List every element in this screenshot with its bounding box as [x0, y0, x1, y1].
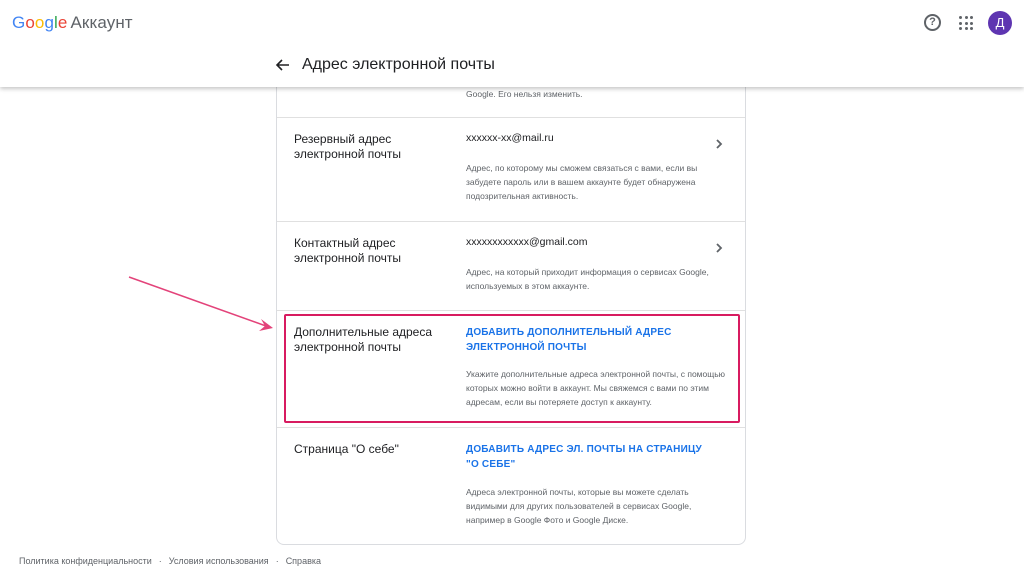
logo-letter: G — [12, 13, 26, 32]
footer-separator: · — [275, 556, 279, 566]
help-link[interactable]: Справка — [285, 556, 321, 566]
avatar[interactable]: Д — [988, 11, 1012, 35]
chevron-right-icon[interactable] — [715, 243, 723, 253]
footer — [19, 556, 321, 566]
recovery-email-value: xxxxxx-xx@mail.ru — [466, 132, 554, 144]
back-arrow-icon[interactable] — [274, 56, 292, 74]
terms-link[interactable]: Условия использования — [168, 556, 269, 566]
recovery-email-description: Адрес, по которому мы сможем связаться с вами, если вы забудете пароль или в вашем аккаунте будет обнаружена подозрительная активность. — [466, 163, 698, 201]
about-me-label: Страница "О себе" — [294, 442, 399, 456]
page-title: Адрес электронной почты — [302, 56, 495, 73]
logo-letter: o — [25, 13, 35, 32]
apps-grid-icon[interactable] — [959, 16, 973, 30]
add-additional-email-link[interactable]: ДОБАВИТЬ ДОПОЛНИТЕЛЬНЫЙ АДРЕС ЭЛЕКТРОННОЙ ПОЧТЫ — [466, 327, 672, 353]
contact-email-value: xxxxxxxxxxxx@gmail.com — [466, 236, 588, 248]
logo-letter: o — [34, 13, 45, 32]
page-header — [0, 44, 1024, 87]
contact-email-label: Контактный адрес электронной почты — [294, 236, 402, 265]
top-app-bar — [0, 0, 1024, 44]
contact-email-description: Адрес, на который приходит информация о сервисах Google, используемых в этом аккаунте. — [466, 267, 709, 291]
about-me-description: Адреса электронной почты, которые вы можете сделать видимыми для других пользователей в сервисах Google, например в Google Фото и Google Диске. — [466, 487, 692, 525]
chevron-right-icon[interactable] — [715, 139, 723, 149]
about-me-row — [277, 428, 745, 545]
recovery-email-label: Резервный адрес электронной почты — [294, 132, 402, 161]
logo-letter: e — [57, 13, 68, 32]
additional-emails-description: Укажите дополнительные адреса электронной почты, с помощью которых можно войти в аккаунт. Мы свяжемся с вами по этим адресам, если вы потеряете доступ к аккаунту. — [466, 369, 726, 407]
recovery-email-row[interactable] — [277, 118, 745, 222]
logo-letter: g — [44, 13, 55, 32]
highlight-box — [284, 314, 740, 423]
footer-separator: · — [158, 556, 162, 566]
logo-letter: l — [54, 13, 58, 32]
add-email-about-me-link[interactable]: ДОБАВИТЬ АДРЕС ЭЛ. ПОЧТЫ НА СТРАНИЦУ "О СЕБЕ" — [466, 444, 702, 470]
logo-suffix: Аккаунт — [70, 13, 133, 32]
google-account-logo[interactable] — [12, 13, 133, 33]
help-icon[interactable]: ? — [924, 14, 941, 31]
additional-emails-label: Дополнительные адреса электронной почты — [294, 325, 433, 354]
primary-email-description: Google. Его нельзя изменить. — [466, 89, 583, 99]
privacy-policy-link[interactable]: Политика конфиденциальности — [19, 556, 152, 566]
contact-email-row[interactable] — [277, 222, 745, 311]
